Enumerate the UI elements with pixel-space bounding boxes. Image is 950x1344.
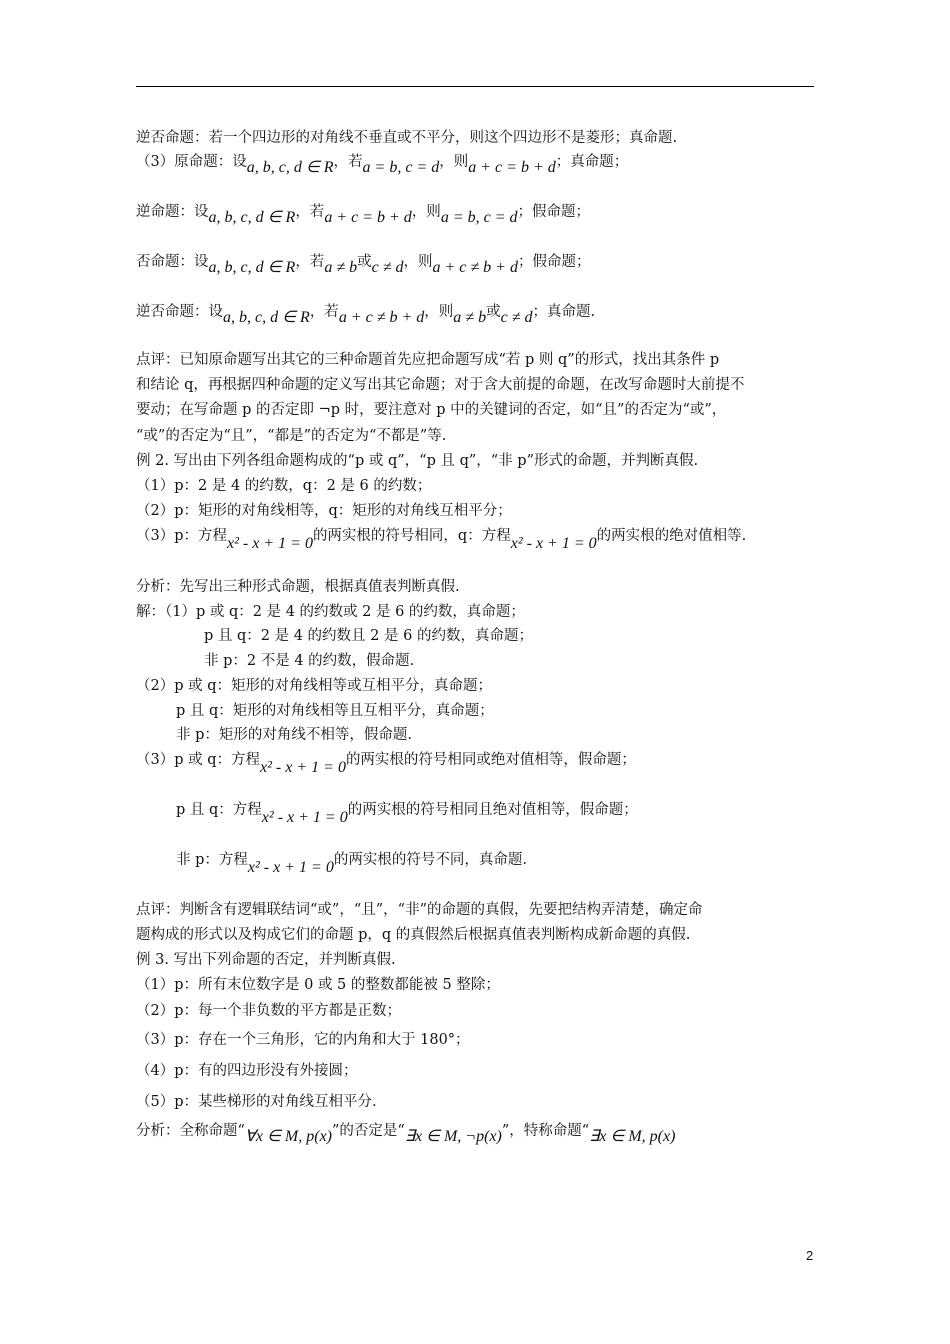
header-rule bbox=[136, 86, 814, 87]
text-line: （2）p：矩形的对角线相等，q：矩形的对角线互相平分； bbox=[136, 503, 512, 519]
text-line: 例 2. 写出由下列各组命题构成的“p 或 q”，“p 且 q”，“非 p”形式的命题，并判断真假. bbox=[136, 453, 699, 469]
text-line: 题构成的形式以及构成它们的命题 p，q 的真假然后根据真值表判断构成新命题的真假. bbox=[136, 927, 691, 943]
page-number: 2 bbox=[806, 1248, 814, 1263]
text-line: 非 p：方程x² - x + 1 = 0的两实根的符号不同，真命题. bbox=[176, 852, 527, 876]
text-line: （1）p：所有末位数字是 0 或 5 的整数都能被 5 整除； bbox=[136, 977, 500, 993]
text-line: （4）p：有的四边形没有外接圆； bbox=[136, 1063, 358, 1079]
text-line: 要动；在写命题 p 的否定即 ¬p 时，要注意对 p 中的关键词的否定，如“且”的否定为“或”， bbox=[136, 402, 727, 418]
text-line: 点评：已知原命题写出其它的三种命题首先应把命题写成“若 p 则 q”的形式，找出其条件 p bbox=[136, 352, 720, 368]
text-line: “或”的否定为“且”，“都是”的否定为“不都是”等. bbox=[136, 428, 447, 444]
text-line: （5）p：某些梯形的对角线互相平分. bbox=[136, 1094, 377, 1110]
text-line: （1）p：2 是 4 的约数，q：2 是 6 的约数； bbox=[136, 478, 432, 494]
text-line: 点评：判断含有逻辑联结词“或”，“且”，“非”的命题的真假，先要把结构弄清楚，确定命 bbox=[136, 902, 703, 918]
text-line: 解：（1）p 或 q：2 是 4 的约数或 2 是 6 的约数，真命题； bbox=[136, 604, 525, 620]
text-line: （3）p：存在一个三角形，它的内角和大于 180°； bbox=[136, 1032, 470, 1048]
text-line: 非 p：矩形的对角线不相等，假命题. bbox=[176, 727, 412, 743]
text-line: （2）p 或 q：矩形的对角线相等或互相平分，真命题； bbox=[136, 678, 493, 694]
text-line: 逆否命题：若一个四边形的对角线不垂直或不平分，则这个四边形不是菱形；真命题. bbox=[136, 130, 678, 146]
text-line: 逆命题：设a, b, c, d ∈ R，若a + c = b + d，则a = b, c = d；假命题； bbox=[136, 204, 591, 226]
text-line: （3）p：方程x² - x + 1 = 0的两实根的符号相同，q：方程x² - x + 1 = 0的两实根的绝对值相等. bbox=[136, 528, 747, 552]
text-line: 分析：先写出三种形式命题，根据真值表判断真假. bbox=[136, 579, 460, 595]
text-line: p 且 q：矩形的对角线相等且互相平分，真命题； bbox=[176, 703, 494, 719]
text-line: （2）p：每一个非负数的平方都是正数； bbox=[136, 1003, 402, 1019]
text-line: p 且 q：2 是 4 的约数且 2 是 6 的约数，真命题； bbox=[204, 628, 533, 644]
text-line: 和结论 q，再根据四种命题的定义写出其它命题；对于含大前提的命题，在改写命题时大前提不 bbox=[136, 377, 745, 393]
text-line: 逆否命题：设a, b, c, d ∈ R，若a + c ≠ b + d，则a ≠ b或c ≠ d；真命题. bbox=[136, 304, 596, 326]
text-line: （3）p 或 q：方程x² - x + 1 = 0的两实根的符号相同或绝对值相等，假命题； bbox=[136, 752, 636, 776]
text-line: 否命题：设a, b, c, d ∈ R，若a ≠ b或c ≠ d，则a + c ≠ b + d；假命题； bbox=[136, 254, 591, 276]
text-line: 非 p：2 不是 4 的约数，假命题. bbox=[204, 653, 415, 669]
text-line: 分析：全称命题“∀x ∈ M, p(x)”的否定是“∃x ∈ M, ¬p(x)”，特称命题“∃x ∈ M, p(x) bbox=[136, 1123, 676, 1145]
text-line: 例 3. 写出下列命题的否定，并判断真假. bbox=[136, 952, 396, 968]
text-line: （3）原命题：设a, b, c, d ∈ R，若a = b, c = d，则a + c = b + d；真命题； bbox=[136, 154, 629, 176]
text-line: p 且 q：方程x² - x + 1 = 0的两实根的符号相同且绝对值相等，假命题； bbox=[176, 802, 638, 826]
